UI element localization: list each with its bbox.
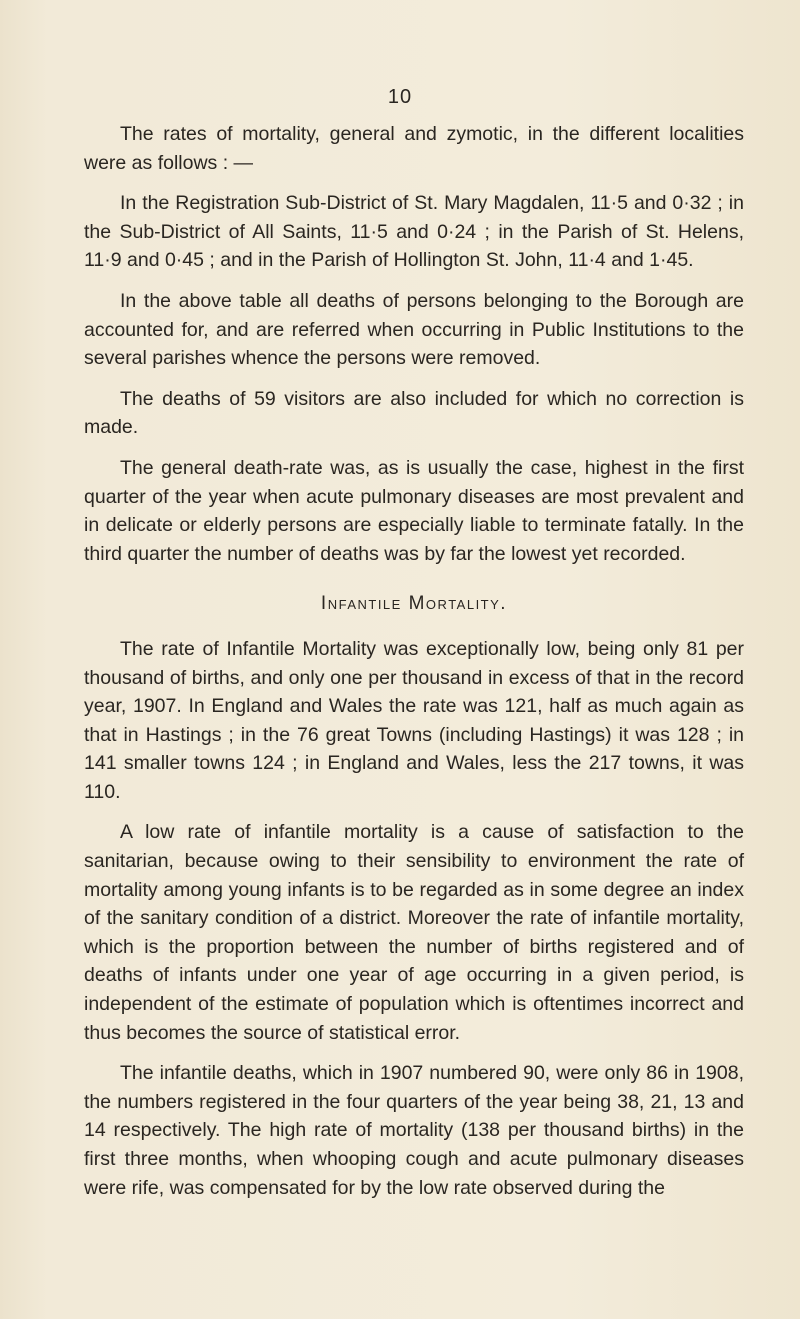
paragraph: The deaths of 59 visitors are also included for which no correction is made. bbox=[84, 387, 744, 439]
paragraph: The rate of Infantile Mortality was exceptionally low, being only 81 per thousand of births, and only one per thousand in excess of that in the record year, 1907. In England and Wales the rate was 121, half as much again as that in Hastings ; in the 76 great Towns (including Hastings) it was 128 ; in 141 smaller towns 124 ; in England and Wales, less the 217 towns, it was 110. bbox=[84, 637, 744, 803]
section-heading: Infantile Mortality. bbox=[320, 593, 508, 615]
paragraph: The general death-rate was, as is usually the case, highest in the first quarter of the year when acute pulmonary diseases are most prevalent and in delicate or elderly persons are especially liable to terminate fatally. In the third quarter the number of deaths was by far the lowest yet recorded. bbox=[84, 456, 744, 565]
paragraph: The infantile deaths, which in 1907 numbered 90, were only 86 in 1908, the numbers registered in the four quarters of the year being 38, 21, 13 and 14 respectively. The high rate of mortality (138 per thousand births) in the first three months, when whooping cough and acute pulmonary diseases were rife, was compensated for by the low rate observed during the bbox=[84, 1062, 744, 1199]
paragraph: A low rate of infantile mortality is a cause of satisfaction to the sanitarian, because owing to their sensibility to environment the rate of mortality among young infants is to be regarded as in some degree an index of the sanitary condition of a district. Moreover the rate of infantile mortality, which is the proportion between the number of births registered and of deaths of infants under one year of age occurring in a given period, is independent of the estimate of population which is oftentimes incorrect and thus becomes the source of statistical error. bbox=[84, 821, 744, 1044]
paragraph: In the Registration Sub-District of St. Mary Magdalen, 11·5 and 0·32 ; in the Sub-District of All Saints, 11·5 and 0·24 ; in the Parish of St. Helens, 11·9 and 0·45 ; and in the Parish of Hollington St. John, 11·4 and 1·45. bbox=[84, 192, 744, 272]
paragraph: The rates of mortality, general and zymotic, in the different localities were as follows : — bbox=[84, 123, 744, 174]
paragraph: In the above table all deaths of persons belonging to the Borough are accounted for, and are referred when occurring in Public Institutions to the several parishes whence the persons were removed. bbox=[84, 289, 744, 370]
page-number: 10 bbox=[387, 86, 413, 108]
body-text bbox=[84, 120, 744, 1202]
